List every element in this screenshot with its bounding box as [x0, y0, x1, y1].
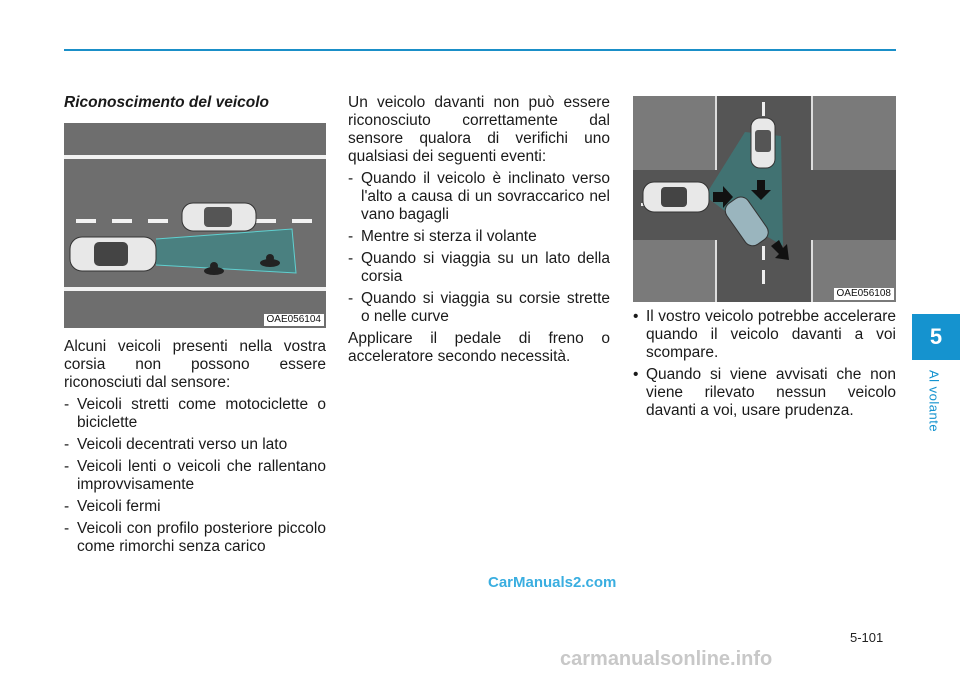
car-icon: [70, 237, 156, 271]
middle-intro: Un veicolo davanti non può essere riconosciuto correttamente dal sensore qualora di verifichi uno qualsiasi dei seguenti eventi:: [348, 94, 610, 165]
left-text: [64, 338, 326, 560]
list-item: • Quando si viene avvisati che non viene rilevato nessun veicolo davanti a voi, usare prudenza.: [633, 366, 896, 420]
figure-vehicle-recognition: [64, 123, 326, 328]
figure-code: OAE056108: [834, 288, 895, 300]
left-list: [64, 396, 326, 556]
list-item: - Veicoli fermi: [64, 498, 326, 516]
figure-crossing-vehicle: [633, 96, 896, 302]
chapter-tab[interactable]: 5: [912, 314, 960, 360]
list-item: - Veicoli decentrati verso un lato: [64, 436, 326, 454]
section-heading: Riconoscimento del veicolo: [64, 94, 269, 111]
car-icon: [182, 203, 256, 231]
watermark-link[interactable]: CarManuals2.com: [488, 574, 617, 591]
middle-closing: Applicare il pedale di freno o acceleratore secondo necessità.: [348, 330, 610, 365]
car-icon: [751, 118, 775, 168]
header-rule: [64, 49, 896, 51]
left-column: [64, 94, 326, 116]
list-item: - Veicoli lenti o veicoli che rallentano improvvisamente: [64, 458, 326, 494]
list-item: - Quando il veicolo è inclinato verso l'alto a causa di un sovraccarico nel vano bagagli: [348, 170, 610, 224]
list-item: - Mentre si sterza il volante: [348, 228, 610, 246]
list-item: - Veicoli stretti come motociclette o biciclette: [64, 396, 326, 432]
list-item: - Quando si viaggia su corsie strette o nelle curve: [348, 290, 610, 326]
intersection-illustration: [633, 96, 896, 302]
list-item: - Quando si viaggia su un lato della corsia: [348, 250, 610, 286]
list-item: - Veicoli con profilo posteriore piccolo come rimorchi senza carico: [64, 520, 326, 556]
middle-list: [348, 170, 610, 326]
chapter-label: Al volante: [926, 369, 942, 433]
car-icon: [643, 182, 709, 212]
page-number: 5-101: [850, 630, 884, 645]
footer-watermark: carmanualsonline.info: [560, 648, 773, 670]
right-bullets: [633, 308, 896, 420]
right-text: [633, 308, 896, 424]
middle-column: [348, 94, 610, 370]
road-illustration: [64, 123, 326, 328]
list-item: • Il vostro veicolo potrebbe accelerare quando il veicolo davanti a voi scompare.: [633, 308, 896, 362]
left-intro: Alcuni veicoli presenti nella vostra corsia non possono essere riconosciuti dal sensore:: [64, 338, 326, 391]
figure-code: OAE056104: [264, 314, 325, 326]
